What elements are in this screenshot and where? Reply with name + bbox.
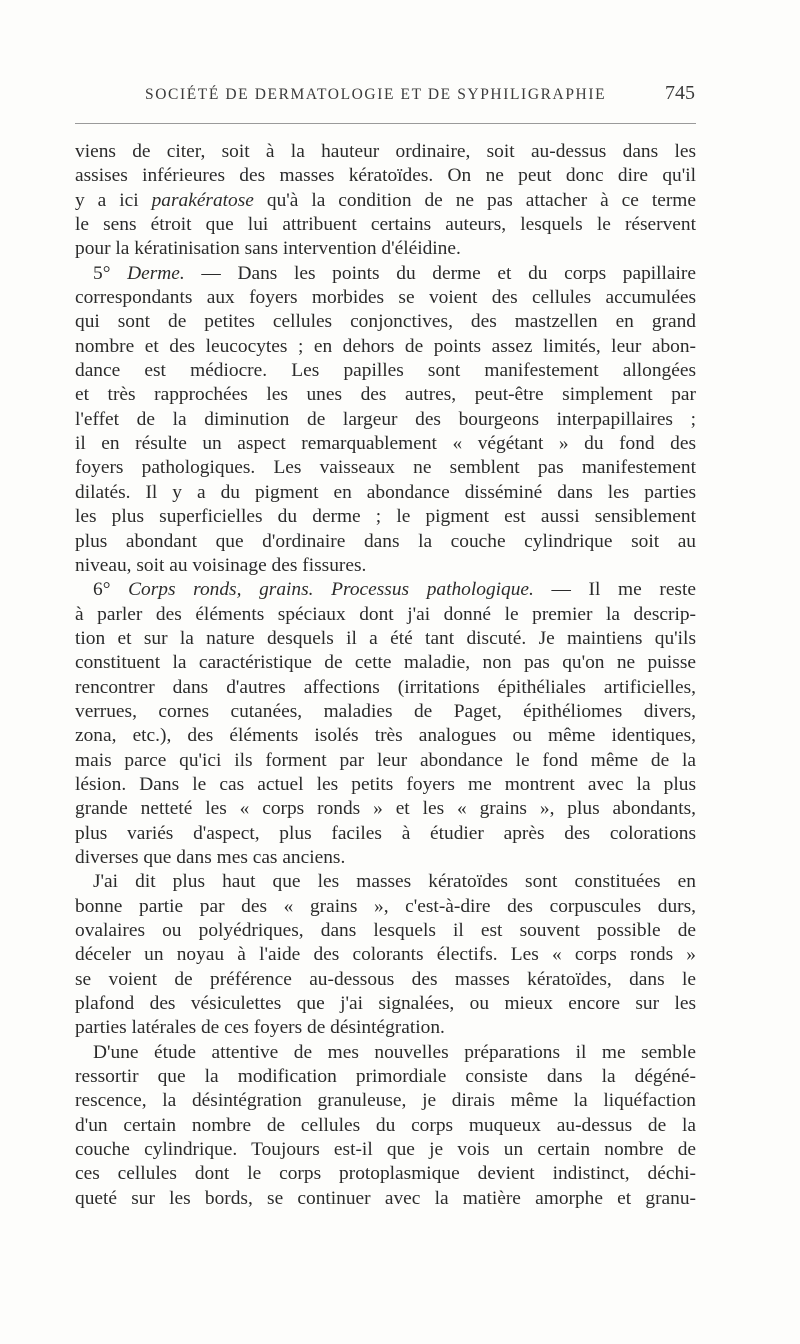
section-number: 5°: [93, 262, 111, 284]
section-heading-line: [75, 262, 696, 286]
text-line: d'un certain nombre de cellules du corps muqueux au-dessus de la: [75, 1114, 696, 1136]
text-line: déceler un noyau à l'aide des colorants électifs. Les « corps ronds »: [75, 944, 696, 966]
body-text: [75, 140, 696, 1211]
text-line: plus variés d'aspect, plus faciles à étudier après des colorations: [75, 822, 696, 844]
text-line: zona, etc.), des éléments isolés très analogues ou même identiques,: [75, 725, 696, 747]
text-line: nombre et des leucocytes ; en dehors de points assez limités, leur abon-: [75, 335, 696, 357]
text-line: D'une étude attentive de mes nouvelles préparations il me semble: [93, 1041, 696, 1063]
text-line: foyers pathologiques. Les vaisseaux ne semblent pas manifestement: [75, 457, 696, 479]
section-title: Corps ronds, grains. Processus pathologique.: [128, 579, 534, 601]
text-line: assises inférieures des masses kératoïdes. On ne peut donc dire qu'il: [75, 165, 696, 187]
running-title: SOCIÉTÉ DE DERMATOLOGIE ET DE SYPHILIGRAPHIE: [145, 86, 607, 103]
text-line: queté sur les bords, se continuer avec la matière amorphe et granu-: [75, 1187, 696, 1209]
text-line: les plus superficielles du derme ; le pigment est aussi sensiblement: [75, 506, 696, 528]
text-line: verrues, cornes cutanées, maladies de Paget, épithéliomes divers,: [75, 700, 696, 722]
text-line: diverses que dans mes cas anciens.: [75, 846, 346, 868]
text-line: ces cellules dont le corps protoplasmique devient indistinct, déchi-: [75, 1163, 696, 1185]
italic-term: parakératose: [151, 189, 254, 211]
text-line: tion et sur la nature desquels il a été tant discuté. Je maintiens qu'ils: [75, 627, 696, 649]
text-line: constituent la caractéristique de cette maladie, non pas qu'on ne puisse: [75, 652, 696, 674]
text-line: qui sont de petites cellules conjonctives, des mastzellen en grand: [75, 311, 696, 333]
page-number: 745: [665, 82, 695, 104]
text-line: mais parce qu'ici ils forment par leur abondance le fond même de la: [75, 749, 696, 771]
section-title: Derme.: [127, 262, 185, 284]
text-fragment: qu'à la condition de ne pas attacher à ce terme: [266, 189, 696, 211]
text-line: couche cylindrique. Toujours est-il que je vois un certain nombre de: [75, 1139, 696, 1161]
text-line: correspondants aux foyers morbides se voient des cellules accumulées: [75, 287, 696, 309]
text-line: pour la kératinisation sans intervention d'éléidine.: [75, 238, 461, 260]
text-line: à parler des éléments spéciaux dont j'ai donné le premier la descrip-: [75, 603, 696, 625]
text-line: et très rapprochées les unes des autres, peut-être simplement par: [75, 384, 696, 406]
text-line: plafond des vésiculettes que j'ai signalées, ou mieux encore sur les: [75, 993, 696, 1015]
text-line: lésion. Dans le cas actuel les petits foyers me montrent avec la plus: [75, 773, 696, 795]
section-heading-line: [75, 578, 696, 602]
text-line: grande netteté les « corps ronds » et les « grains », plus abondants,: [75, 798, 696, 820]
text-fragment: y a ici: [75, 189, 139, 211]
text-line: dilatés. Il y a du pigment en abondance disséminé dans les parties: [75, 481, 696, 503]
page-header: [75, 82, 695, 112]
text-line: J'ai dit plus haut que les masses kératoïdes sont constituées en: [93, 871, 696, 893]
text-line: se voient de préférence au-dessous des masses kératoïdes, dans le: [75, 968, 696, 990]
text-fragment: — Il me reste: [551, 579, 696, 601]
text-line: ovalaires ou polyédriques, dans lesquels il est souvent possible de: [75, 920, 696, 941]
section-number: 6°: [93, 579, 111, 601]
text-line: ressortir que la modification primordiale consiste dans la dégéné-: [75, 1066, 696, 1088]
text-line: viens de citer, soit à la hauteur ordinaire, soit au-dessus dans les: [75, 141, 696, 162]
header-rule: [75, 123, 696, 124]
text-line: plus abondant que d'ordinaire dans la couche cylindrique soit au: [75, 530, 696, 552]
text-line: parties latérales de ces foyers de désintégration.: [75, 1017, 445, 1039]
text-line: niveau, soit au voisinage des fissures.: [75, 554, 367, 576]
text-line: il en résulte un aspect remarquablement « végétant » du fond des: [75, 433, 696, 455]
text-line: le sens étroit que lui attribuent certains auteurs, lesquels le réservent: [75, 214, 696, 236]
text-line: rescence, la désintégration granuleuse, je dirais même la liquéfaction: [75, 1090, 696, 1112]
text-line: rencontrer dans d'autres affections (irritations épithéliales artificielles,: [75, 676, 696, 698]
text-line: [75, 189, 696, 213]
text-line: l'effet de la diminution de largeur des bourgeons interpapillaires ;: [75, 408, 696, 430]
text-line: dance est médiocre. Les papilles sont manifestement allongées: [75, 360, 696, 382]
text-fragment: — Dans les points du derme et du corps papillaire: [201, 262, 696, 284]
text-line: bonne partie par des « grains », c'est-à-dire des corpuscules durs,: [75, 895, 696, 917]
